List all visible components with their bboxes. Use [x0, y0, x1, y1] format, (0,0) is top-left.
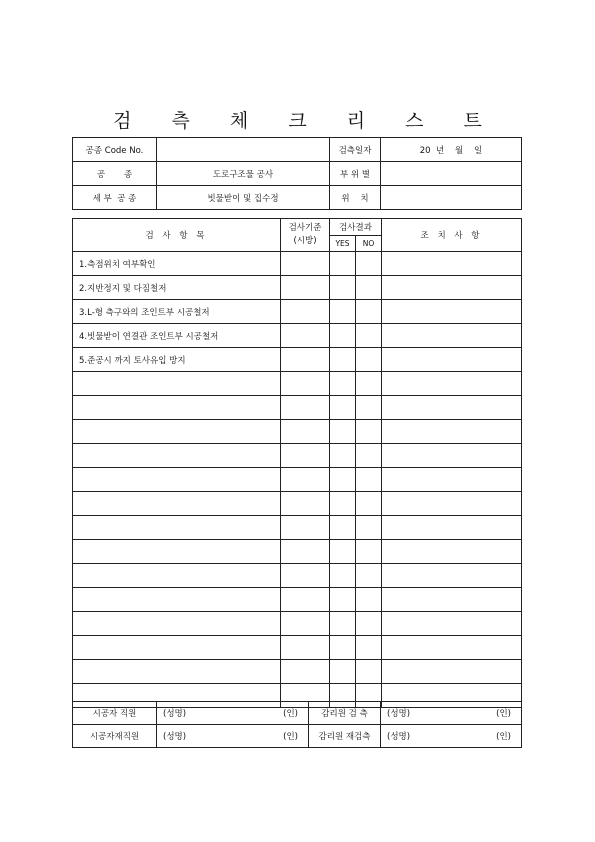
supervisor-recheck-label: 감리원 재검측	[309, 725, 381, 748]
checklist-row	[73, 636, 522, 660]
item-cell[interactable]	[73, 444, 281, 468]
standard-cell[interactable]	[281, 564, 330, 588]
checklist-row	[73, 324, 522, 348]
item-cell[interactable]	[73, 396, 281, 420]
yes-cell[interactable]	[330, 588, 356, 612]
action-cell[interactable]	[382, 660, 522, 684]
action-cell[interactable]	[382, 564, 522, 588]
checklist-row	[73, 300, 522, 324]
standard-cell[interactable]	[281, 492, 330, 516]
action-cell[interactable]	[382, 276, 522, 300]
no-cell[interactable]	[356, 468, 382, 492]
standard-cell[interactable]	[281, 324, 330, 348]
no-cell[interactable]	[356, 588, 382, 612]
action-cell[interactable]	[382, 348, 522, 372]
checklist-row	[73, 540, 522, 564]
checklist-row	[73, 396, 522, 420]
header-action: 조 치 사 항	[382, 219, 522, 252]
yes-cell[interactable]	[330, 636, 356, 660]
supervisor-check-label: 감리원 검 측	[309, 702, 381, 725]
date-value[interactable]: 20 년 월 일	[381, 138, 522, 162]
name-label: (성명)	[387, 732, 411, 742]
seal-label: (인)	[496, 732, 511, 742]
detail-value[interactable]: 빗물받이 및 집수정	[157, 186, 330, 210]
action-cell[interactable]	[382, 516, 522, 540]
item-cell[interactable]	[73, 588, 281, 612]
checklist-table	[72, 218, 522, 708]
yes-cell[interactable]	[330, 372, 356, 396]
item-cell[interactable]	[73, 636, 281, 660]
yes-cell[interactable]	[330, 252, 356, 276]
location-label: 위 치	[330, 186, 381, 210]
standard-cell[interactable]	[281, 372, 330, 396]
standard-cell[interactable]	[281, 588, 330, 612]
checklist-row	[73, 444, 522, 468]
no-cell[interactable]	[356, 276, 382, 300]
code-value[interactable]	[157, 138, 330, 162]
yes-cell[interactable]	[330, 444, 356, 468]
yes-cell[interactable]	[330, 492, 356, 516]
item-cell[interactable]: 3.L-형 측구와의 조인트부 시공철저	[73, 300, 281, 324]
header-standard: 검사기준 (시방)	[281, 219, 330, 252]
standard-cell[interactable]	[281, 660, 330, 684]
action-cell[interactable]	[382, 252, 522, 276]
checklist-row	[73, 588, 522, 612]
yes-cell[interactable]	[330, 468, 356, 492]
no-cell[interactable]	[356, 564, 382, 588]
yes-cell[interactable]	[330, 324, 356, 348]
item-cell[interactable]	[73, 420, 281, 444]
checklist-row	[73, 612, 522, 636]
signature-table	[72, 701, 522, 748]
contractor-recheck-label: 시공자재직원	[73, 725, 157, 748]
yes-cell[interactable]	[330, 540, 356, 564]
name-label: (성명)	[387, 709, 411, 719]
seal-label: (인)	[283, 732, 298, 742]
item-cell[interactable]	[73, 372, 281, 396]
checklist-row	[73, 252, 522, 276]
standard-cell[interactable]	[281, 420, 330, 444]
action-cell[interactable]	[382, 612, 522, 636]
no-cell[interactable]	[356, 300, 382, 324]
checklist-row	[73, 420, 522, 444]
standard-cell[interactable]	[281, 612, 330, 636]
standard-cell[interactable]	[281, 252, 330, 276]
item-cell[interactable]	[73, 660, 281, 684]
yes-cell[interactable]	[330, 348, 356, 372]
no-cell[interactable]	[356, 372, 382, 396]
action-cell[interactable]	[382, 444, 522, 468]
action-cell[interactable]	[382, 372, 522, 396]
yes-cell[interactable]	[330, 612, 356, 636]
supervisor-recheck-sign[interactable]	[381, 725, 522, 748]
name-label: (성명)	[163, 732, 187, 742]
contractor-recheck-sign[interactable]	[157, 725, 309, 748]
action-cell[interactable]	[382, 588, 522, 612]
no-cell[interactable]	[356, 660, 382, 684]
item-cell[interactable]	[73, 468, 281, 492]
seal-label: (인)	[496, 709, 511, 719]
no-cell[interactable]	[356, 492, 382, 516]
standard-cell[interactable]	[281, 276, 330, 300]
checklist-row	[73, 468, 522, 492]
action-cell[interactable]	[382, 636, 522, 660]
yes-cell[interactable]	[330, 564, 356, 588]
header-item: 검 사 항 목	[73, 219, 281, 252]
standard-cell[interactable]	[281, 636, 330, 660]
part-value[interactable]	[381, 162, 522, 186]
checklist-row	[73, 276, 522, 300]
checklist-row	[73, 348, 522, 372]
standard-cell[interactable]	[281, 444, 330, 468]
action-cell[interactable]	[382, 492, 522, 516]
work-label: 공 종	[73, 162, 157, 186]
yes-cell[interactable]	[330, 396, 356, 420]
item-cell[interactable]: 5.준공시 까지 토사유입 방지	[73, 348, 281, 372]
action-cell[interactable]	[382, 420, 522, 444]
action-cell[interactable]	[382, 540, 522, 564]
code-label: 공종 Code No.	[73, 138, 157, 162]
item-cell[interactable]: 4.빗물받이 연결관 조인트부 시공철저	[73, 324, 281, 348]
header-result: 검사결과	[330, 219, 382, 236]
item-cell[interactable]	[73, 516, 281, 540]
checklist-row	[73, 516, 522, 540]
item-cell[interactable]	[73, 540, 281, 564]
action-cell[interactable]	[382, 396, 522, 420]
item-cell[interactable]	[73, 564, 281, 588]
checklist-row	[73, 372, 522, 396]
yes-cell[interactable]	[330, 300, 356, 324]
yes-cell[interactable]	[330, 276, 356, 300]
detail-label: 세 부 공 종	[73, 186, 157, 210]
checklist-row	[73, 492, 522, 516]
yes-cell[interactable]	[330, 660, 356, 684]
item-cell[interactable]: 2.지반정지 및 다짐철저	[73, 276, 281, 300]
name-label: (성명)	[163, 709, 187, 719]
contractor-staff-sign[interactable]	[157, 702, 309, 725]
item-cell[interactable]	[73, 612, 281, 636]
work-value[interactable]: 도로구조물 공사	[157, 162, 330, 186]
action-cell[interactable]	[382, 468, 522, 492]
part-label: 부 위 별	[330, 162, 381, 186]
checklist-rows	[73, 252, 522, 708]
standard-cell[interactable]	[281, 540, 330, 564]
no-cell[interactable]	[356, 324, 382, 348]
standard-cell[interactable]	[281, 300, 330, 324]
no-cell[interactable]	[356, 348, 382, 372]
action-cell[interactable]	[382, 300, 522, 324]
no-cell[interactable]	[356, 612, 382, 636]
contractor-staff-label: 시공자 직원	[73, 702, 157, 725]
no-cell[interactable]	[356, 636, 382, 660]
supervisor-check-sign[interactable]	[381, 702, 522, 725]
action-cell[interactable]	[382, 324, 522, 348]
no-cell[interactable]	[356, 540, 382, 564]
standard-cell[interactable]	[281, 348, 330, 372]
item-cell[interactable]	[73, 492, 281, 516]
header-yes: YES	[330, 236, 356, 252]
document-title: 검 측 체 크 리 스 트	[113, 110, 499, 132]
yes-cell[interactable]	[330, 420, 356, 444]
checklist-row	[73, 564, 522, 588]
checklist-row	[73, 660, 522, 684]
info-table	[72, 137, 522, 210]
standard-cell[interactable]	[281, 516, 330, 540]
no-cell[interactable]	[356, 396, 382, 420]
no-cell[interactable]	[356, 252, 382, 276]
standard-cell[interactable]	[281, 396, 330, 420]
date-label: 검측일자	[330, 138, 381, 162]
seal-label: (인)	[283, 709, 298, 719]
location-value[interactable]	[381, 186, 522, 210]
header-no: NO	[356, 236, 382, 252]
no-cell[interactable]	[356, 444, 382, 468]
no-cell[interactable]	[356, 516, 382, 540]
standard-cell[interactable]	[281, 468, 330, 492]
yes-cell[interactable]	[330, 516, 356, 540]
item-cell[interactable]: 1.측점위치 여부확인	[73, 252, 281, 276]
no-cell[interactable]	[356, 420, 382, 444]
